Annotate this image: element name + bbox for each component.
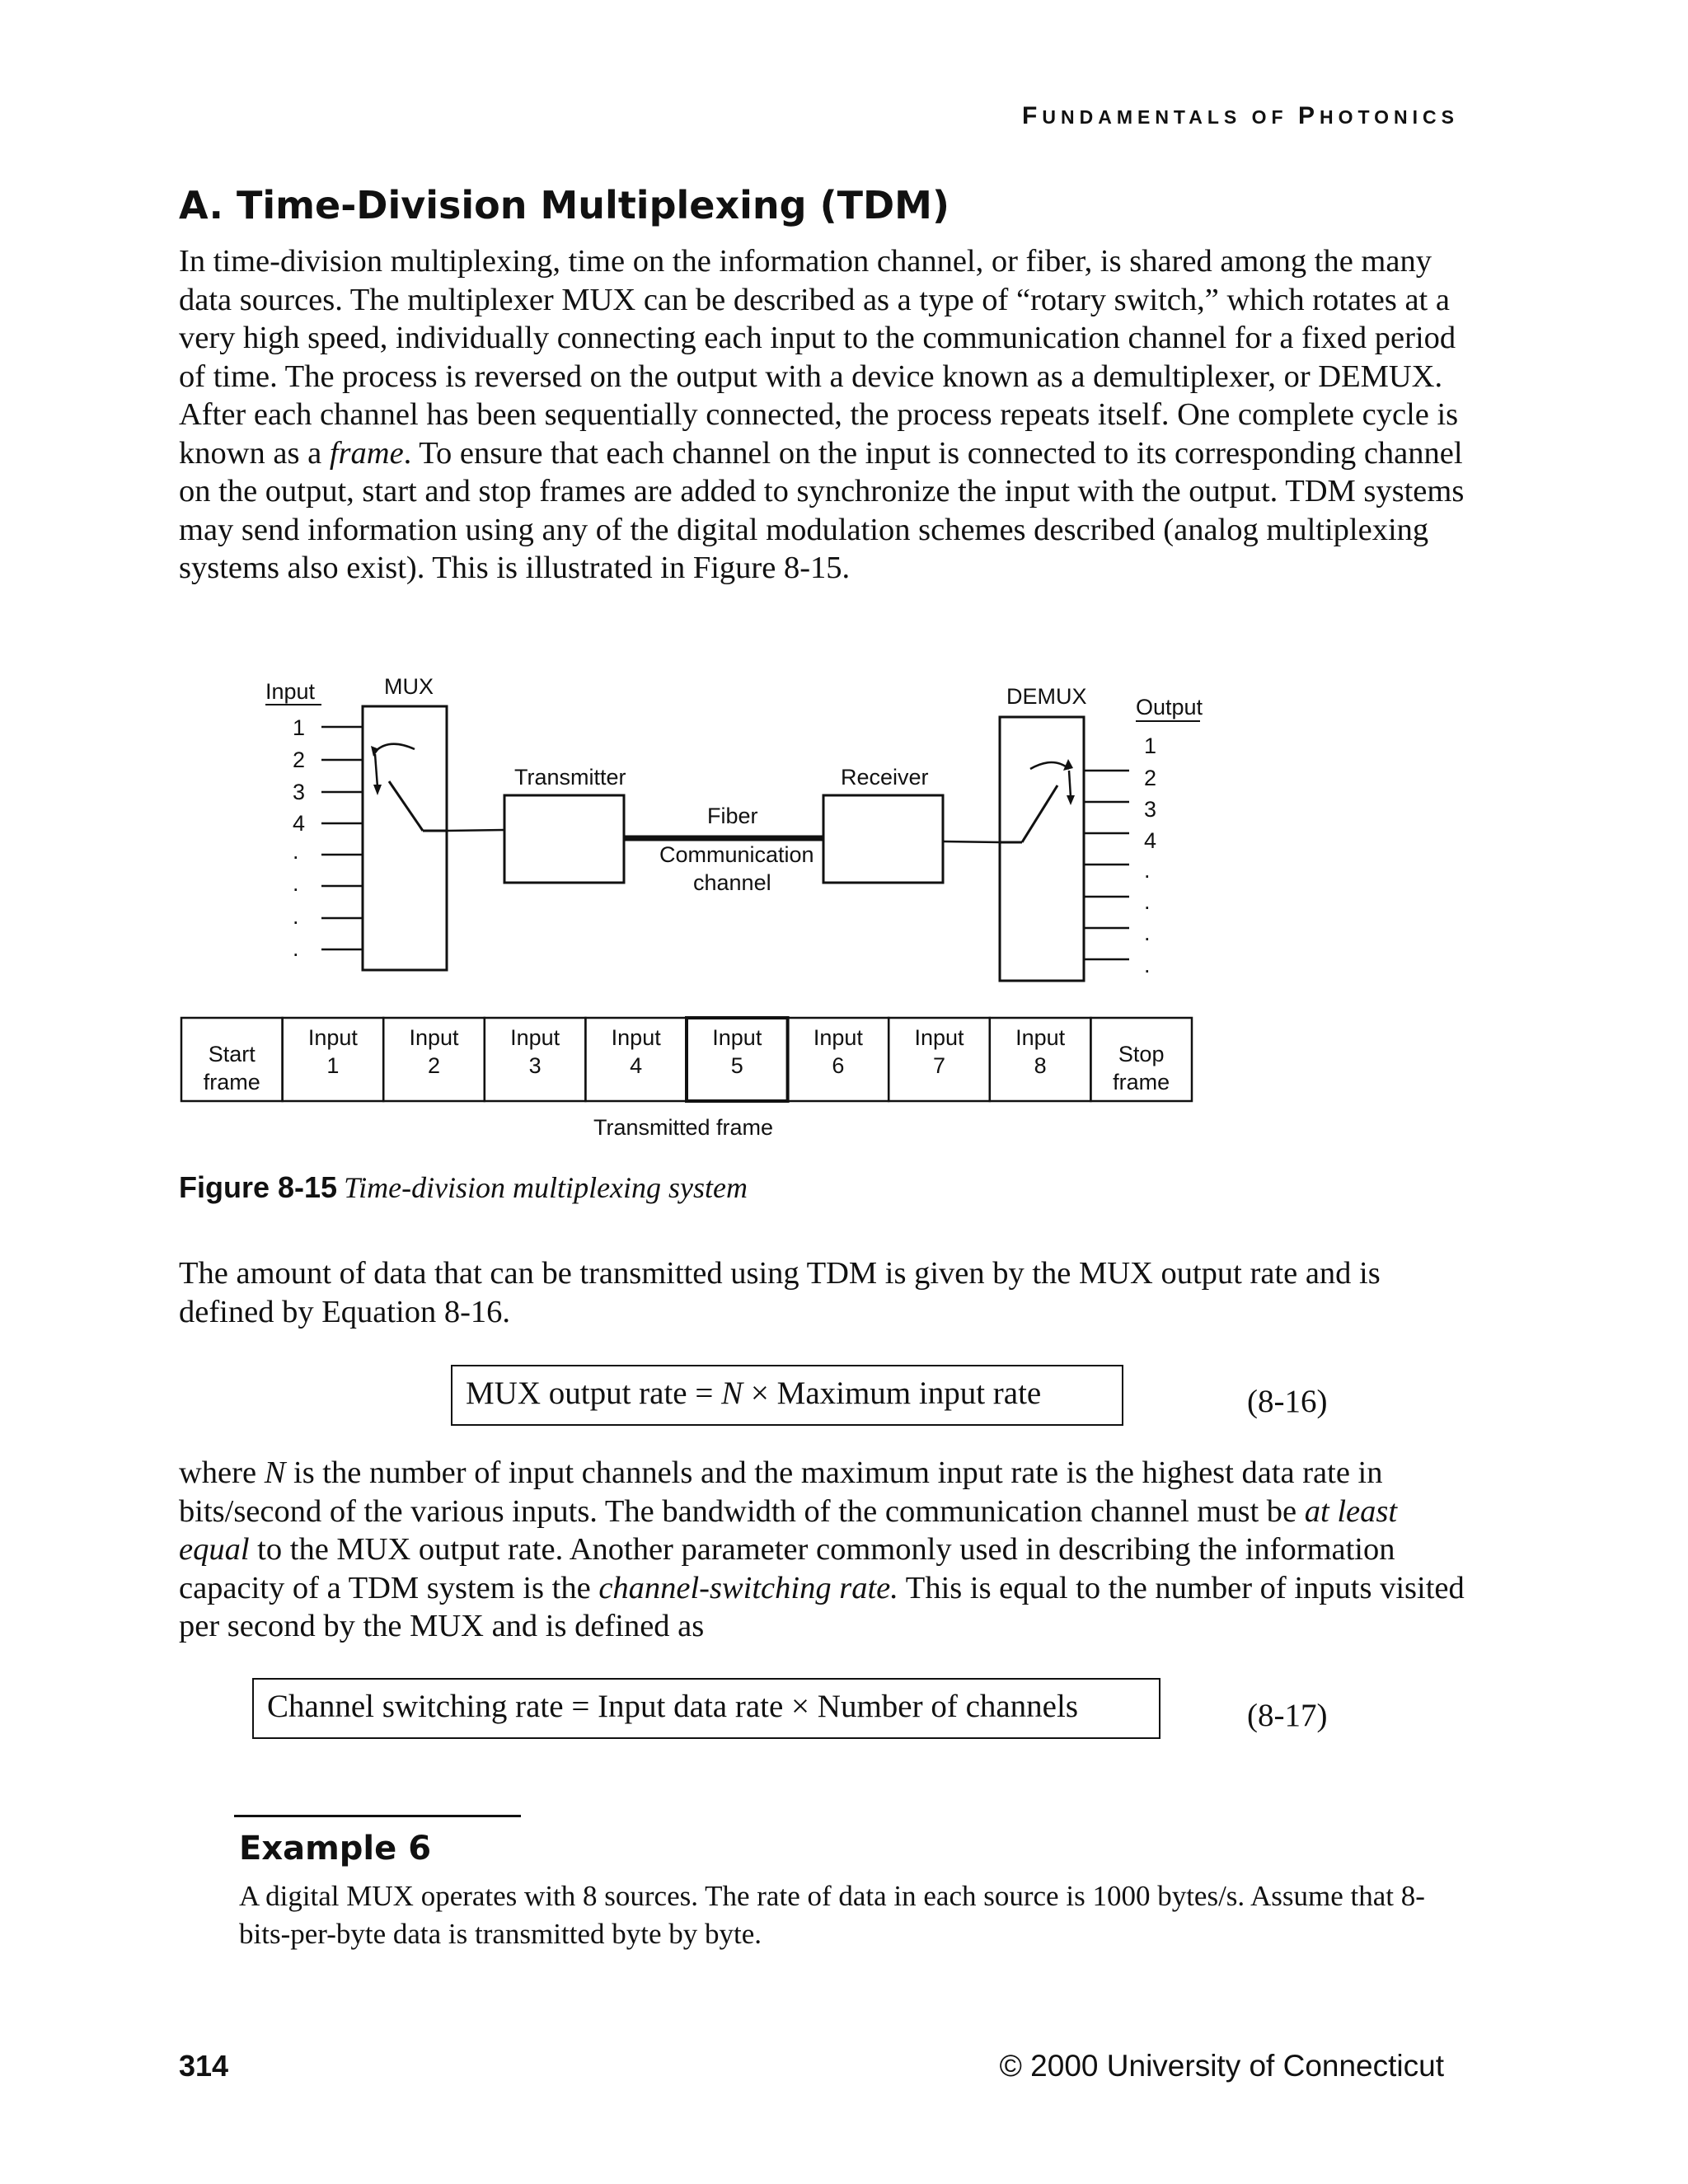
frame-cell-label: 3 — [528, 1053, 542, 1078]
output-dot: . — [1144, 921, 1151, 945]
demux-switch-arm — [1022, 785, 1057, 842]
channel-label-2: channel — [693, 870, 771, 895]
fiber-label: Fiber — [707, 804, 758, 828]
equation-8-16-var: N — [721, 1376, 743, 1411]
frame-cell-label: Input — [307, 1025, 358, 1050]
example-text: A digital MUX operates with 8 sources. The rate of data in each source is 1000 bytes/s. Assume that 8-bits-per-byte data is transmitted byte by byte. — [239, 1880, 1425, 1950]
output-label: Output — [1136, 695, 1203, 719]
intro-paragraph — [179, 242, 1465, 588]
receiver-box — [823, 795, 943, 883]
mux-switch-arm — [389, 781, 423, 831]
input-label: Input — [265, 679, 316, 704]
mux-label: MUX — [384, 674, 434, 699]
output-ticks — [1084, 771, 1129, 959]
frame-cell-label: Input — [712, 1025, 762, 1050]
input-dot: . — [293, 839, 299, 864]
equation-8-16-rhs: × Maximum input rate — [743, 1376, 1042, 1411]
frame-cell-label: 4 — [630, 1053, 643, 1078]
frame-cell-label: 1 — [326, 1053, 340, 1078]
frame-cell-label: 8 — [1034, 1053, 1047, 1078]
frame-cell-label: frame — [1113, 1070, 1170, 1094]
input-number-2: 2 — [293, 748, 306, 772]
input-number-3: 3 — [293, 780, 306, 804]
output-dot: . — [1144, 953, 1151, 977]
demux-rotation-arrow — [1030, 762, 1069, 769]
input-number-4: 4 — [293, 811, 306, 836]
running-head-cap-f: F — [1022, 102, 1043, 129]
output-number-1: 1 — [1144, 733, 1157, 758]
input-dot: . — [293, 904, 299, 929]
def-text-2: is the number of input channels and the maximum input rate is the highest data rate in bits/second of the various inputs. The bandwidth of the communication channel must be — [179, 1455, 1383, 1529]
running-head-sc-1: UNDAMENTALS OF — [1042, 106, 1298, 128]
input-dot: . — [293, 871, 299, 896]
figure-caption-text: Time-division multiplexing system — [344, 1171, 748, 1204]
figure-caption-label: Figure 8-15 — [179, 1170, 338, 1204]
frame-cell-label: Input — [1015, 1025, 1066, 1050]
mux-rotation-arrow — [375, 744, 415, 752]
transmitted-frame-label: Transmitted frame — [593, 1115, 774, 1140]
tdm-figure — [173, 663, 1203, 1158]
input-ticks — [321, 727, 363, 949]
equation-8-17-box: Channel switching rate = Input data rate × Number of channels — [252, 1678, 1160, 1739]
example-divider — [234, 1815, 521, 1817]
equation-8-16-box — [451, 1365, 1123, 1426]
section-title: A. Time-Division Multiplexing (TDM) — [179, 183, 950, 227]
frame-cell-label: Stop — [1118, 1042, 1165, 1066]
equation-8-16-number: (8-16) — [1247, 1384, 1328, 1419]
frame-cell-label: Input — [510, 1025, 560, 1050]
running-head-cap-p: P — [1298, 102, 1320, 129]
def-text-4: This is equal to the number of inputs visited per second by the MUX and is defined as — [179, 1570, 1465, 1643]
frame-cell-label: Start — [208, 1042, 256, 1066]
receiver-label: Receiver — [841, 765, 929, 790]
demux-label: DEMUX — [1006, 684, 1087, 709]
copyright: © 2000 University of Connecticut — [999, 2049, 1444, 2083]
input-number-1: 1 — [293, 715, 306, 740]
demux-box — [1000, 717, 1084, 981]
output-number-4: 4 — [1144, 828, 1157, 853]
output-dot: . — [1144, 889, 1151, 914]
figure-caption — [179, 1170, 748, 1205]
transmitter-label: Transmitter — [514, 765, 626, 790]
frame-term: frame — [329, 435, 404, 471]
output-dot: . — [1144, 858, 1151, 883]
def-text-1: where — [179, 1455, 265, 1490]
equation-8-17-number: (8-17) — [1247, 1698, 1328, 1733]
def-emphasis-2: channel-switching rate. — [598, 1570, 898, 1605]
intro-text-a: In time-division multiplexing, time on the information channel, or fiber, is shared among the many data sources. The multiplexer MUX can be described as a type of “rotary switch,” which rotates at a very high speed, individually connecting each input to the communication channel for a fixed period of time. The process is reversed on the output with a device known as a demultiplexer, or DEMUX. After each channel has been sequentially connected, the process repeats itself. One complete cycle is known as a — [179, 244, 1459, 471]
running-head — [1022, 102, 1459, 130]
frame-cell-label: 2 — [427, 1053, 441, 1078]
definition-paragraph — [179, 1454, 1465, 1646]
intro-text-b: . To ensure that each channel on the input is connected to its corresponding channel on the output, start and stop frames are added to synchronize the input with the output. TDM systems may send information using any of the digital modulation schemes described (analog multiplexing systems also exist). This is illustrated in Figure 8-15. — [179, 435, 1465, 585]
input-dot: . — [293, 936, 299, 961]
output-number-2: 2 — [1144, 766, 1157, 790]
running-head-sc-2: HOTONICS — [1320, 106, 1459, 128]
frame-cell-label: Input — [611, 1025, 661, 1050]
frame-cell-label: Input — [409, 1025, 459, 1050]
equation-8-16-lhs: MUX output rate = — [466, 1376, 722, 1411]
frame-cell-label: Input — [914, 1025, 964, 1050]
def-text-3: to the MUX output rate. Another parameter commonly used in describing the information capacity of a TDM system is the — [179, 1532, 1395, 1605]
frame-cell-label: 6 — [832, 1053, 845, 1078]
frame-cell-label: 7 — [932, 1053, 946, 1078]
transmitter-box — [504, 795, 624, 883]
rate-paragraph: The amount of data that can be transmitted using TDM is given by the MUX output rate and is defined by Equation 8-16. — [179, 1256, 1381, 1329]
def-emphasis-1: at least equal — [179, 1493, 1398, 1567]
example-title: Example 6 — [239, 1830, 432, 1868]
frame-cell-label: Input — [813, 1025, 863, 1050]
output-number-3: 3 — [1144, 797, 1157, 822]
def-var-n: N — [264, 1455, 286, 1490]
frame-cell-label: 5 — [730, 1053, 743, 1078]
frame-cell-label: frame — [203, 1070, 260, 1094]
page-number: 314 — [179, 2049, 229, 2083]
channel-label-1: Communication — [659, 842, 814, 867]
transmitted-frame-row — [181, 1018, 1192, 1101]
